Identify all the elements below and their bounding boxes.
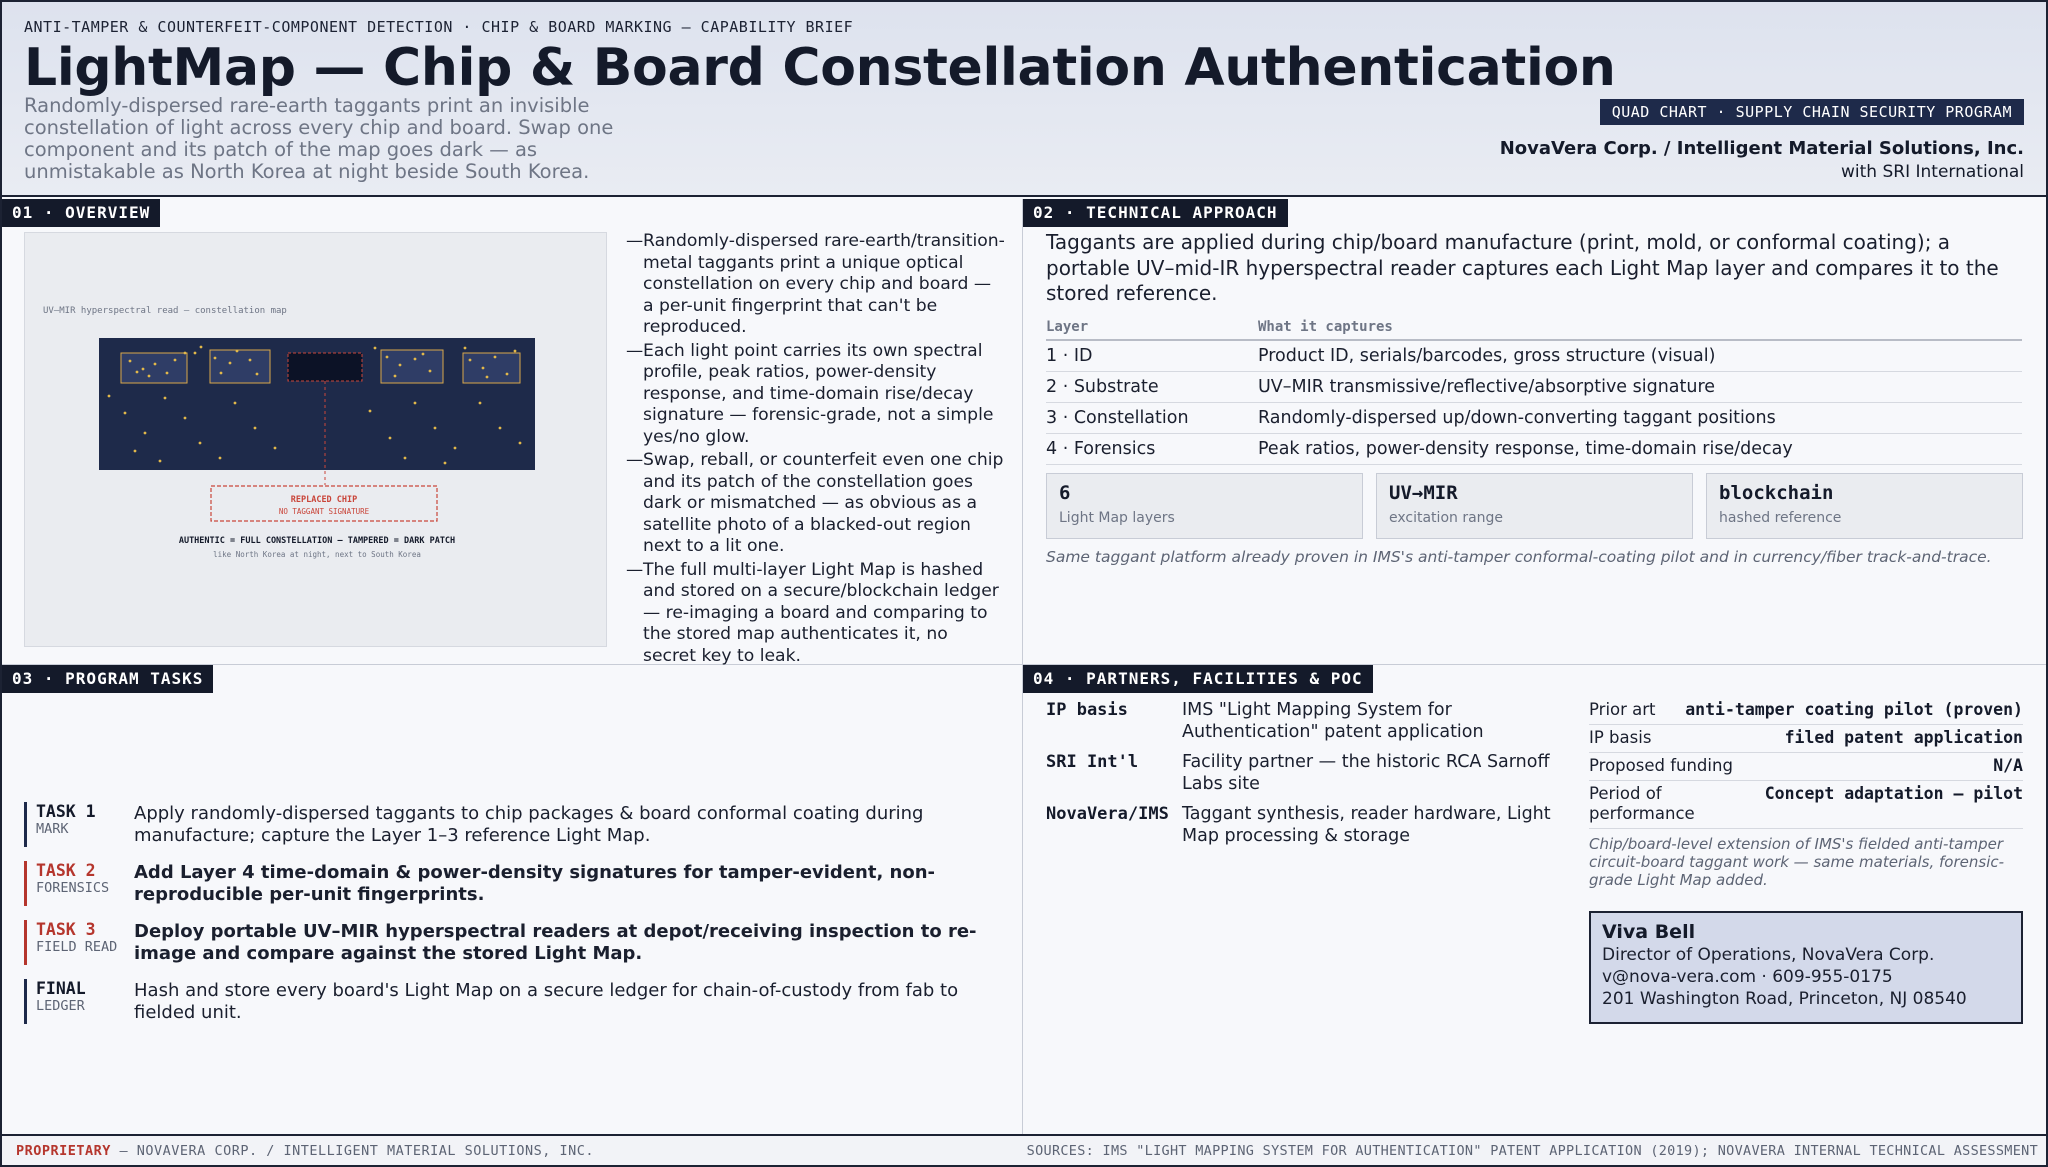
layer-captures: Randomly-dispersed up/down-converting taggant positions	[1258, 403, 2022, 434]
overview-bullet: — Each light point carries its own spectral profile, peak ratios, power-density response, and time-domain rise/decay signature — forensic-grade, not a simple yes/no glow.	[626, 341, 1006, 449]
taggant-dot	[108, 395, 111, 398]
taggant-dot	[134, 450, 137, 453]
partner-key: SRI Int'l	[1046, 752, 1139, 772]
stat-card-layers	[1046, 473, 1363, 539]
taggant-dot	[399, 364, 402, 367]
footer-left	[16, 1143, 594, 1159]
taggant-dot	[229, 362, 232, 365]
task-sub: MARK	[36, 821, 69, 837]
technical-approach-section	[1023, 199, 2046, 665]
task-name: TASK 1	[36, 802, 96, 821]
stat-value: 6	[1059, 482, 1071, 504]
partner-value: IMS "Light Mapping System for Authentication" patent application	[1182, 700, 1484, 742]
replaced-chip-slot	[288, 353, 362, 381]
constellation-figure	[24, 232, 607, 647]
taggant-dot	[519, 442, 522, 445]
taggant-dot	[142, 368, 145, 371]
program-tasks-section	[2, 665, 1023, 1134]
partner-row	[1046, 751, 1586, 795]
taggant-dot	[394, 375, 397, 378]
taggant-dot	[194, 352, 197, 355]
fact-row	[1589, 781, 2023, 829]
layers-header-layer: Layer	[1046, 319, 1258, 340]
task-desc: Add Layer 4 time-domain & power-density signatures for tamper-evident, non-reproducible per-unit fingerprints.	[134, 862, 936, 905]
task-list	[24, 802, 1009, 1038]
layer-name: 4 · Forensics	[1046, 434, 1258, 465]
section-tag-overview: 01 · OVERVIEW	[2, 199, 160, 227]
task-sub: FORENSICS	[36, 880, 110, 896]
task-name: FINAL	[36, 979, 86, 998]
task-sub: LEDGER	[36, 998, 85, 1014]
taggant-dot	[166, 372, 169, 375]
taggant-dot	[374, 347, 377, 350]
task-name: TASK 3	[36, 920, 96, 939]
table-row	[1046, 372, 2022, 403]
taggant-dot	[154, 363, 157, 366]
figure-legend: AUTHENTIC = FULL CONSTELLATION — TAMPERED = DARK PATCH	[178, 536, 456, 546]
fact-row	[1589, 753, 2023, 781]
poc-address: 201 Washington Road, Princeton, NJ 08540	[1602, 989, 1967, 1009]
taggant-dot	[414, 402, 417, 405]
footer-left-text: — NOVAVERA CORP. / INTELLIGENT MATERIAL SOLUTIONS, INC.	[110, 1143, 595, 1159]
task-label	[24, 861, 134, 906]
chip-1	[121, 353, 187, 383]
taggant-dot	[199, 442, 202, 445]
table-row	[1046, 340, 2022, 372]
taggant-dot	[454, 447, 457, 450]
layer-captures: Peak ratios, power-density response, time-domain rise/decay	[1258, 434, 2022, 465]
footer-sources: SOURCES: IMS "LIGHT MAPPING SYSTEM FOR AUTHENTICATION" PATENT APPLICATION (2019); NOVAVERA INTERNAL TECHNICAL ASSESSMENT	[1026, 1143, 2038, 1159]
overview-bullet: — Swap, reball, or counterfeit even one chip and its patch of the constellation goes dark or mismatched — as obvious as a satellite photo of a blacked-out region next to a lit one.	[626, 450, 1006, 558]
poc-contact[interactable]: v@nova-vera.com · 609-955-0175	[1602, 967, 1893, 987]
fact-value: N/A	[1993, 756, 2023, 775]
task-desc: Hash and store every board's Light Map on a secure ledger for chain-of-custody from fab to fielded unit.	[134, 980, 959, 1023]
stat-card-reference	[1706, 473, 2023, 539]
taggant-dot	[159, 460, 162, 463]
fact-key: Period of performance	[1589, 784, 1695, 823]
taggant-dot	[219, 457, 222, 460]
table-row	[1046, 434, 2022, 465]
taggant-dot	[434, 427, 437, 430]
overview-section	[2, 199, 1023, 665]
page-subtitle: Randomly-dispersed rare-earth taggants print an invisible constellation of light across every chip and board. Swap one component and its patch of the map goes dark — as unmistakable as North Korea at night beside South Korea.	[24, 94, 614, 183]
company-name: NovaVera Corp. / Intelligent Material Solutions, Inc.	[1499, 138, 2024, 159]
taggant-dot	[404, 457, 407, 460]
taggant-dot	[414, 358, 417, 361]
replaced-chip-label: REPLACED CHIP	[290, 495, 358, 505]
stat-card-range	[1376, 473, 1693, 539]
partner-row	[1046, 699, 1586, 743]
partner-value: Taggant synthesis, reader hardware, Light Map processing & storage	[1182, 804, 1551, 846]
fact-row	[1589, 725, 2023, 753]
stat-value: blockchain	[1719, 482, 1834, 504]
taggant-dot	[422, 353, 425, 356]
stat-label: Light Map layers	[1059, 510, 1175, 526]
fact-value: anti-tamper coating pilot (proven)	[1685, 700, 2023, 719]
layer-name: 3 · Constellation	[1046, 403, 1258, 434]
figure-legend-sub: like North Korea at night, next to South Korea	[213, 550, 421, 559]
taggant-dot	[482, 367, 485, 370]
header	[2, 2, 2046, 197]
layer-name: 1 · ID	[1046, 340, 1258, 372]
overview-bullet: — Randomly-dispersed rare-earth/transition-metal taggants print a unique optical constellation on every chip and board — a per-unit fingerprint that can't be reproduced.	[626, 231, 1006, 339]
task-desc: Deploy portable UV–MIR hyperspectral readers at depot/receiving inspection to re-image and compare against the stored Light Map.	[134, 921, 977, 964]
task-label	[24, 802, 134, 847]
taggant-dot	[234, 402, 237, 405]
taggant-dot	[184, 352, 187, 355]
chip-4	[381, 350, 443, 383]
taggant-dot	[499, 427, 502, 430]
taggant-dot	[220, 372, 223, 375]
stat-value: UV→MIR	[1389, 482, 1458, 504]
partner-row	[1046, 803, 1586, 847]
figure-caption-top: UV–MIR hyperspectral read — constellation map	[43, 306, 287, 316]
poc-title: Director of Operations, NovaVera Corp.	[1602, 945, 1935, 965]
fact-row	[1589, 697, 2023, 725]
taggant-dot	[274, 447, 277, 450]
partners-section	[1023, 665, 2046, 1134]
poc-name: Viva Bell	[1602, 921, 1696, 943]
layers-header-row	[1046, 319, 2022, 340]
taggant-dot	[386, 356, 389, 359]
overview-bullet: — The full multi-layer Light Map is hashed and stored on a secure/blockchain ledger — re-imaging a board and comparing to the stored map authenticates it, no secret key to leak.	[626, 560, 1006, 668]
layer-captures: UV–MIR transmissive/reflective/absorptive signature	[1258, 372, 2022, 403]
taggant-dot	[174, 359, 177, 362]
taggant-dot	[164, 397, 167, 400]
taggant-dot	[389, 437, 392, 440]
layers-header-captures: What it captures	[1258, 319, 2022, 340]
taggant-dot	[469, 359, 472, 362]
program-facts	[1589, 697, 2023, 889]
taggant-dot	[200, 346, 203, 349]
taggant-dot	[514, 350, 517, 353]
layer-name: 2 · Substrate	[1046, 372, 1258, 403]
constellation-diagram	[25, 233, 608, 648]
section-tag-partners: 04 · PARTNERS, FACILITIES & POC	[1023, 665, 1373, 693]
fact-key: Proposed funding	[1589, 756, 1733, 775]
task-name: TASK 2	[36, 861, 96, 880]
overview-bullets	[626, 231, 1006, 669]
taggant-dot	[124, 412, 127, 415]
fact-key: Prior art	[1589, 700, 1656, 719]
partner-key: IP basis	[1046, 700, 1128, 720]
taggant-dot	[236, 350, 239, 353]
poc-card	[1589, 911, 2023, 1024]
taggant-dot	[429, 370, 432, 373]
stat-label: excitation range	[1389, 510, 1504, 526]
chip-2	[210, 350, 270, 383]
stat-cards	[1046, 473, 2023, 539]
proprietary-label: PROPRIETARY	[16, 1143, 111, 1159]
taggant-dot	[214, 357, 217, 360]
task-item-3	[24, 920, 1009, 965]
task-item-2	[24, 861, 1009, 906]
taggant-dot	[256, 373, 259, 376]
approach-note: Same taggant platform already proven in IMS's anti-tamper conformal-coating pilot and in currency/fiber track-and-trace.	[1046, 548, 1992, 566]
header-kicker: ANTI-TAMPER & COUNTERFEIT-COMPONENT DETECTION · CHIP & BOARD MARKING — CAPABILITY BRIEF	[24, 18, 854, 36]
taggant-dot	[148, 375, 151, 378]
taggant-dot	[479, 402, 482, 405]
task-label	[24, 920, 134, 965]
fact-value: Concept adaptation — pilot	[1764, 784, 2023, 803]
chip-5	[463, 353, 520, 383]
taggant-dot	[486, 376, 489, 379]
layers-table	[1046, 319, 2022, 465]
approach-lead: Taggants are applied during chip/board manufacture (print, mold, or conformal coating); a portable UV–mid-IR hyperspectral reader captures each Light Map layer and compares it to the stored reference.	[1046, 230, 1999, 305]
task-label	[24, 979, 134, 1024]
fact-value: filed patent application	[1784, 728, 2023, 747]
task-item-1	[24, 802, 1009, 847]
program-badge: QUAD CHART · SUPPLY CHAIN SECURITY PROGRAM	[1600, 99, 2024, 125]
fact-key: IP basis	[1589, 728, 1652, 747]
partner-key: NovaVera/IMS	[1046, 804, 1169, 824]
partner-value: Facility partner — the historic RCA Sarnoff Labs site	[1182, 752, 1550, 794]
task-desc: Apply randomly-dispersed taggants to chip packages & board conformal coating during manufacture; capture the Layer 1–3 reference Light Map.	[134, 803, 924, 846]
taggant-dot	[144, 432, 147, 435]
taggant-dot	[464, 347, 467, 350]
table-row	[1046, 403, 2022, 434]
taggant-dot	[506, 373, 509, 376]
replaced-chip-sub: NO TAGGANT SIGNATURE	[278, 507, 370, 516]
taggant-dot	[494, 356, 497, 359]
task-sub: FIELD READ	[36, 939, 118, 955]
layer-captures: Product ID, serials/barcodes, gross structure (visual)	[1258, 340, 2022, 372]
page-title: LightMap — Chip & Board Constellation Authentication	[24, 38, 1616, 98]
taggant-dot	[184, 417, 187, 420]
taggant-dot	[444, 462, 447, 465]
footer	[2, 1134, 2046, 1165]
stat-label: hashed reference	[1719, 510, 1842, 526]
facts-note: Chip/board-level extension of IMS's fielded anti-tamper circuit-board taggant work — same materials, forensic-grade Light Map added.	[1589, 835, 2005, 889]
taggant-dot	[369, 410, 372, 413]
taggant-dot	[254, 427, 257, 430]
taggant-dot	[136, 371, 139, 374]
taggant-dot	[249, 359, 252, 362]
partner-line: with SRI International	[1841, 162, 2024, 182]
task-item-final	[24, 979, 1009, 1024]
section-tag-approach: 02 · TECHNICAL APPROACH	[1023, 199, 1288, 227]
taggant-dot	[129, 360, 132, 363]
section-tag-tasks: 03 · PROGRAM TASKS	[2, 665, 213, 693]
partner-list	[1046, 699, 1586, 855]
